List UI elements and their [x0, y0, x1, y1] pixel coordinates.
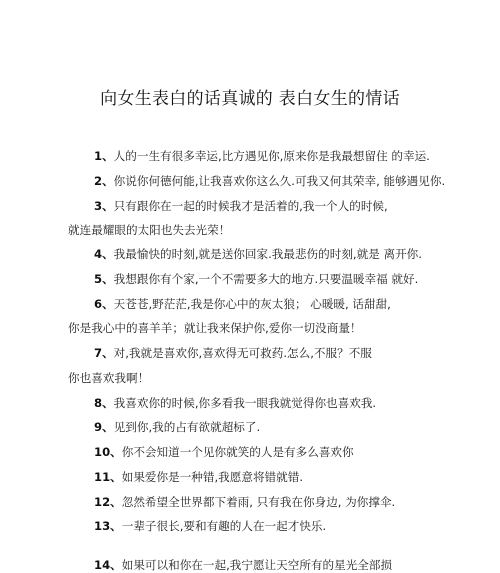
list-item-12	[94, 494, 395, 510]
item-number: 7、	[94, 346, 114, 360]
list-item-9	[94, 419, 260, 435]
item-text: 一辈子很长,要和有趣的人在一起才快乐.	[121, 519, 327, 533]
item-text: 你说你何德何能,让我喜欢你这么久.可我又何其荣幸, 能够遇见你.	[113, 174, 446, 188]
list-item-7	[94, 345, 372, 361]
list-item-6-continuation: 你是我心中的喜羊羊；就让我来保护你,爱你一切没商量！	[68, 321, 362, 335]
item-text: 人的一生有很多幸运,比方遇见你,原来你是我最想留住 的幸运.	[113, 149, 430, 163]
item-number: 9、	[94, 420, 114, 434]
item-text: 对,我就是喜欢你,喜欢得无可救药.怎么,不服？不服	[113, 346, 372, 360]
item-number: 2、	[94, 174, 114, 188]
item-text: 见到你,我的占有欲就超标了.	[113, 420, 261, 434]
item-text: 你不会知道一个见你就笑的人是有多么喜欢你	[121, 445, 354, 459]
list-item-1	[94, 148, 430, 164]
item-text: 忽然希望全世界都下着雨, 只有我在你身边, 为你撑伞.	[121, 495, 396, 509]
list-item-13	[94, 518, 326, 534]
item-text: 我最愉快的时刻,就是送你回家.我最悲伤的时刻,就是 离开你.	[113, 247, 422, 261]
item-text: 我喜欢你的时候,你多看我一眼我就觉得你也喜欢我.	[113, 396, 377, 410]
item-text: 只有跟你在一起的时候我才是活着的,我一个人的时候,	[113, 199, 388, 213]
item-number: 3、	[94, 199, 114, 213]
item-number: 12、	[94, 495, 122, 509]
item-number: 14、	[94, 558, 122, 572]
list-item-4	[94, 246, 422, 262]
list-item-8	[94, 395, 376, 411]
item-number: 1、	[94, 149, 114, 163]
item-number: 8、	[94, 396, 114, 410]
list-item-7-continuation: 你也喜欢我啊！	[68, 371, 150, 385]
item-text: 如果爱你是一种错,我愿意将错就错.	[121, 470, 304, 484]
item-number: 11、	[94, 470, 122, 484]
item-number: 4、	[94, 247, 114, 261]
list-item-6	[94, 296, 391, 312]
item-number: 13、	[94, 519, 122, 533]
page-title: 向女生表白的话真诚的 表白女生的情话	[100, 89, 400, 109]
list-item-3	[94, 198, 388, 214]
item-number: 5、	[94, 272, 114, 286]
list-item-5	[94, 271, 418, 287]
item-number: 10、	[94, 445, 122, 459]
item-text: 天苍苍,野茫茫,我是你心中的灰太狼； 心暖暖, 话甜甜,	[113, 297, 391, 311]
item-number: 6、	[94, 297, 114, 311]
item-text: 如果可以和你在一起,我宁愿让天空所有的星光全部损	[121, 558, 393, 572]
list-item-2	[94, 173, 445, 189]
list-item-14	[94, 557, 392, 573]
item-text: 我想跟你有个家,一个不需要多大的地方.只要温暖幸福 就好.	[113, 272, 419, 286]
list-item-11	[94, 469, 303, 485]
list-item-3-continuation: 就连最耀眼的太阳也失去光荣！	[68, 223, 231, 237]
list-item-10	[94, 444, 354, 460]
